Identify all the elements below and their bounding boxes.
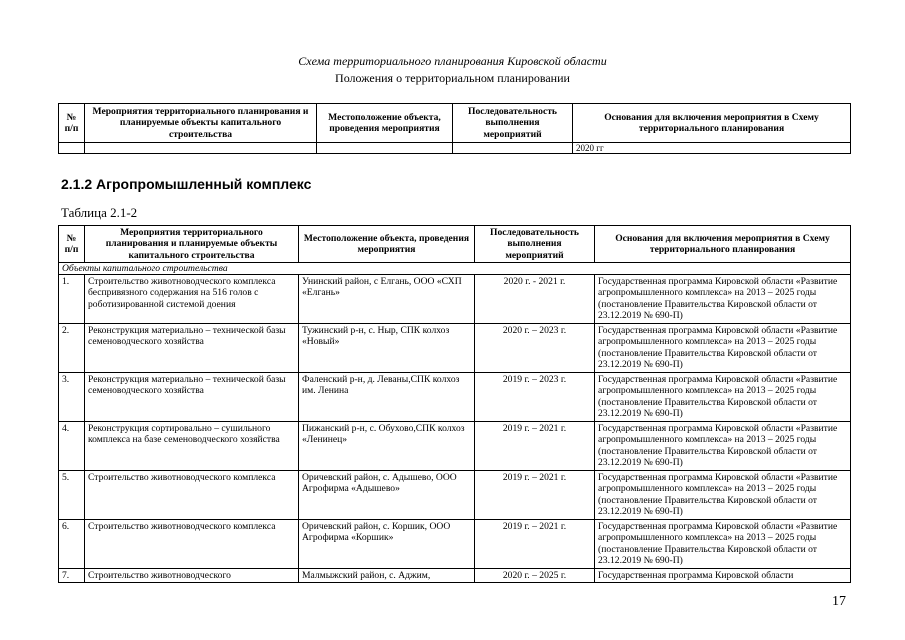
row-location: Малмыжский район, с. Аджим, xyxy=(299,569,475,583)
table-row xyxy=(59,520,851,569)
row-basis: Государственная программа Кировской области «Развитие агропромышленного комплекса» на 2013 – 2025 годы (постановление Правительства Кировской области от 23.12.2019 № 690-П) xyxy=(595,275,851,324)
col-activity: Мероприятия территориального планирования и планируемые объекты капитального строительства xyxy=(85,104,317,143)
row-basis: Государственная программа Кировской области xyxy=(595,569,851,583)
row-basis: Государственная программа Кировской области «Развитие агропромышленного комплекса» на 2013 – 2025 годы (постановление Правительства Кировской области от 23.12.2019 № 690-П) xyxy=(595,373,851,422)
row-period: 2020 г. - 2021 г. xyxy=(475,275,595,324)
col-location: Местоположение объекта, проведения мероприятия xyxy=(317,104,453,143)
row-activity: Реконструкция материально – технической базы семеноводческого хозяйства xyxy=(85,324,299,373)
table-row xyxy=(59,422,851,471)
table-row xyxy=(59,373,851,422)
row-activity: Строительство животноводческого xyxy=(85,569,299,583)
row-activity: Строительство животноводческого комплекса беспривязного содержания на 516 голов с роботизированной системой доения xyxy=(85,275,299,324)
row-location: Оричевский район, с. Коршик, ООО Агрофирма «Коршик» xyxy=(299,520,475,569)
table-row xyxy=(59,471,851,520)
table-row xyxy=(59,569,851,583)
row-activity: Реконструкция материально – технической базы семеноводческого хозяйства xyxy=(85,373,299,422)
section-title: 2.1.2 Агропромышленный комплекс xyxy=(61,176,312,192)
row-location: Унинский район, с Елгань, ООО «СХП «Елгань» xyxy=(299,275,475,324)
col-basis: Основания для включения мероприятия в Схему территориального планирования xyxy=(595,226,851,263)
row-activity: Строительство животноводческого комплекса xyxy=(85,471,299,520)
continued-table xyxy=(58,103,851,154)
row-num: 2. xyxy=(59,324,85,373)
row-location: Пижанский р-н, с. Обухово,СПК колхоз «Ленинец» xyxy=(299,422,475,471)
col-location: Местоположение объекта, проведения мероприятия xyxy=(299,226,475,263)
row-location: Фаленский р-н, д. Леваны,СПК колхоз им. Ленина xyxy=(299,373,475,422)
row-num: 5. xyxy=(59,471,85,520)
row-basis: Государственная программа Кировской области «Развитие агропромышленного комплекса» на 2013 – 2025 годы (постановление Правительства Кировской области от 23.12.2019 № 690-П) xyxy=(595,422,851,471)
col-sequence: Последовательность выполнения мероприятий xyxy=(475,226,595,263)
row-basis: Государственная программа Кировской области «Развитие агропромышленного комплекса» на 2013 – 2025 годы (постановление Правительства Кировской области от 23.12.2019 № 690-П) xyxy=(595,324,851,373)
col-num: № п/п xyxy=(59,104,85,143)
row-period: 2020 г. – 2023 г. xyxy=(475,324,595,373)
row-basis: Государственная программа Кировской области «Развитие агропромышленного комплекса» на 2013 – 2025 годы (постановление Правительства Кировской области от 23.12.2019 № 690-П) xyxy=(595,471,851,520)
row-period: 2019 г. – 2021 г. xyxy=(475,520,595,569)
document-header-subtitle: Положения о территориальном планировании xyxy=(335,71,570,85)
agro-table xyxy=(58,225,851,583)
table-row xyxy=(59,275,851,324)
row-num: 4. xyxy=(59,422,85,471)
row-location: Оричевский район, с. Адышево, ООО Агрофирма «Адышево» xyxy=(299,471,475,520)
col-num: № п/п xyxy=(59,226,85,263)
continued-cell: 2020 гг xyxy=(573,143,851,154)
row-activity: Строительство животноводческого комплекса xyxy=(85,520,299,569)
row-period: 2019 г. – 2023 г. xyxy=(475,373,595,422)
group-label: Объекты капитального строительства xyxy=(59,263,851,275)
col-sequence: Последовательность выполнения мероприятий xyxy=(453,104,573,143)
row-num: 7. xyxy=(59,569,85,583)
col-activity: Мероприятия территориального планирования и планируемые объекты капитального строительства xyxy=(85,226,299,263)
table-row xyxy=(59,324,851,373)
table-caption: Таблица 2.1-2 xyxy=(61,205,138,220)
document-header-title: Схема территориального планирования Кировской области xyxy=(298,54,607,68)
row-period: 2020 г. – 2025 г. xyxy=(475,569,595,583)
row-num: 3. xyxy=(59,373,85,422)
row-num: 1. xyxy=(59,275,85,324)
row-location: Тужинский р-н, с. Ныр, СПК колхоз «Новый» xyxy=(299,324,475,373)
row-activity: Реконструкция сортировально – сушильного комплекса на базе семеноводческого хозяйства xyxy=(85,422,299,471)
row-num: 6. xyxy=(59,520,85,569)
page-number: 17 xyxy=(832,594,846,609)
row-period: 2019 г. – 2021 г. xyxy=(475,422,595,471)
col-basis: Основания для включения мероприятия в Схему территориального планирования xyxy=(573,104,851,143)
row-basis: Государственная программа Кировской области «Развитие агропромышленного комплекса» на 2013 – 2025 годы (постановление Правительства Кировской области от 23.12.2019 № 690-П) xyxy=(595,520,851,569)
row-period: 2019 г. – 2021 г. xyxy=(475,471,595,520)
